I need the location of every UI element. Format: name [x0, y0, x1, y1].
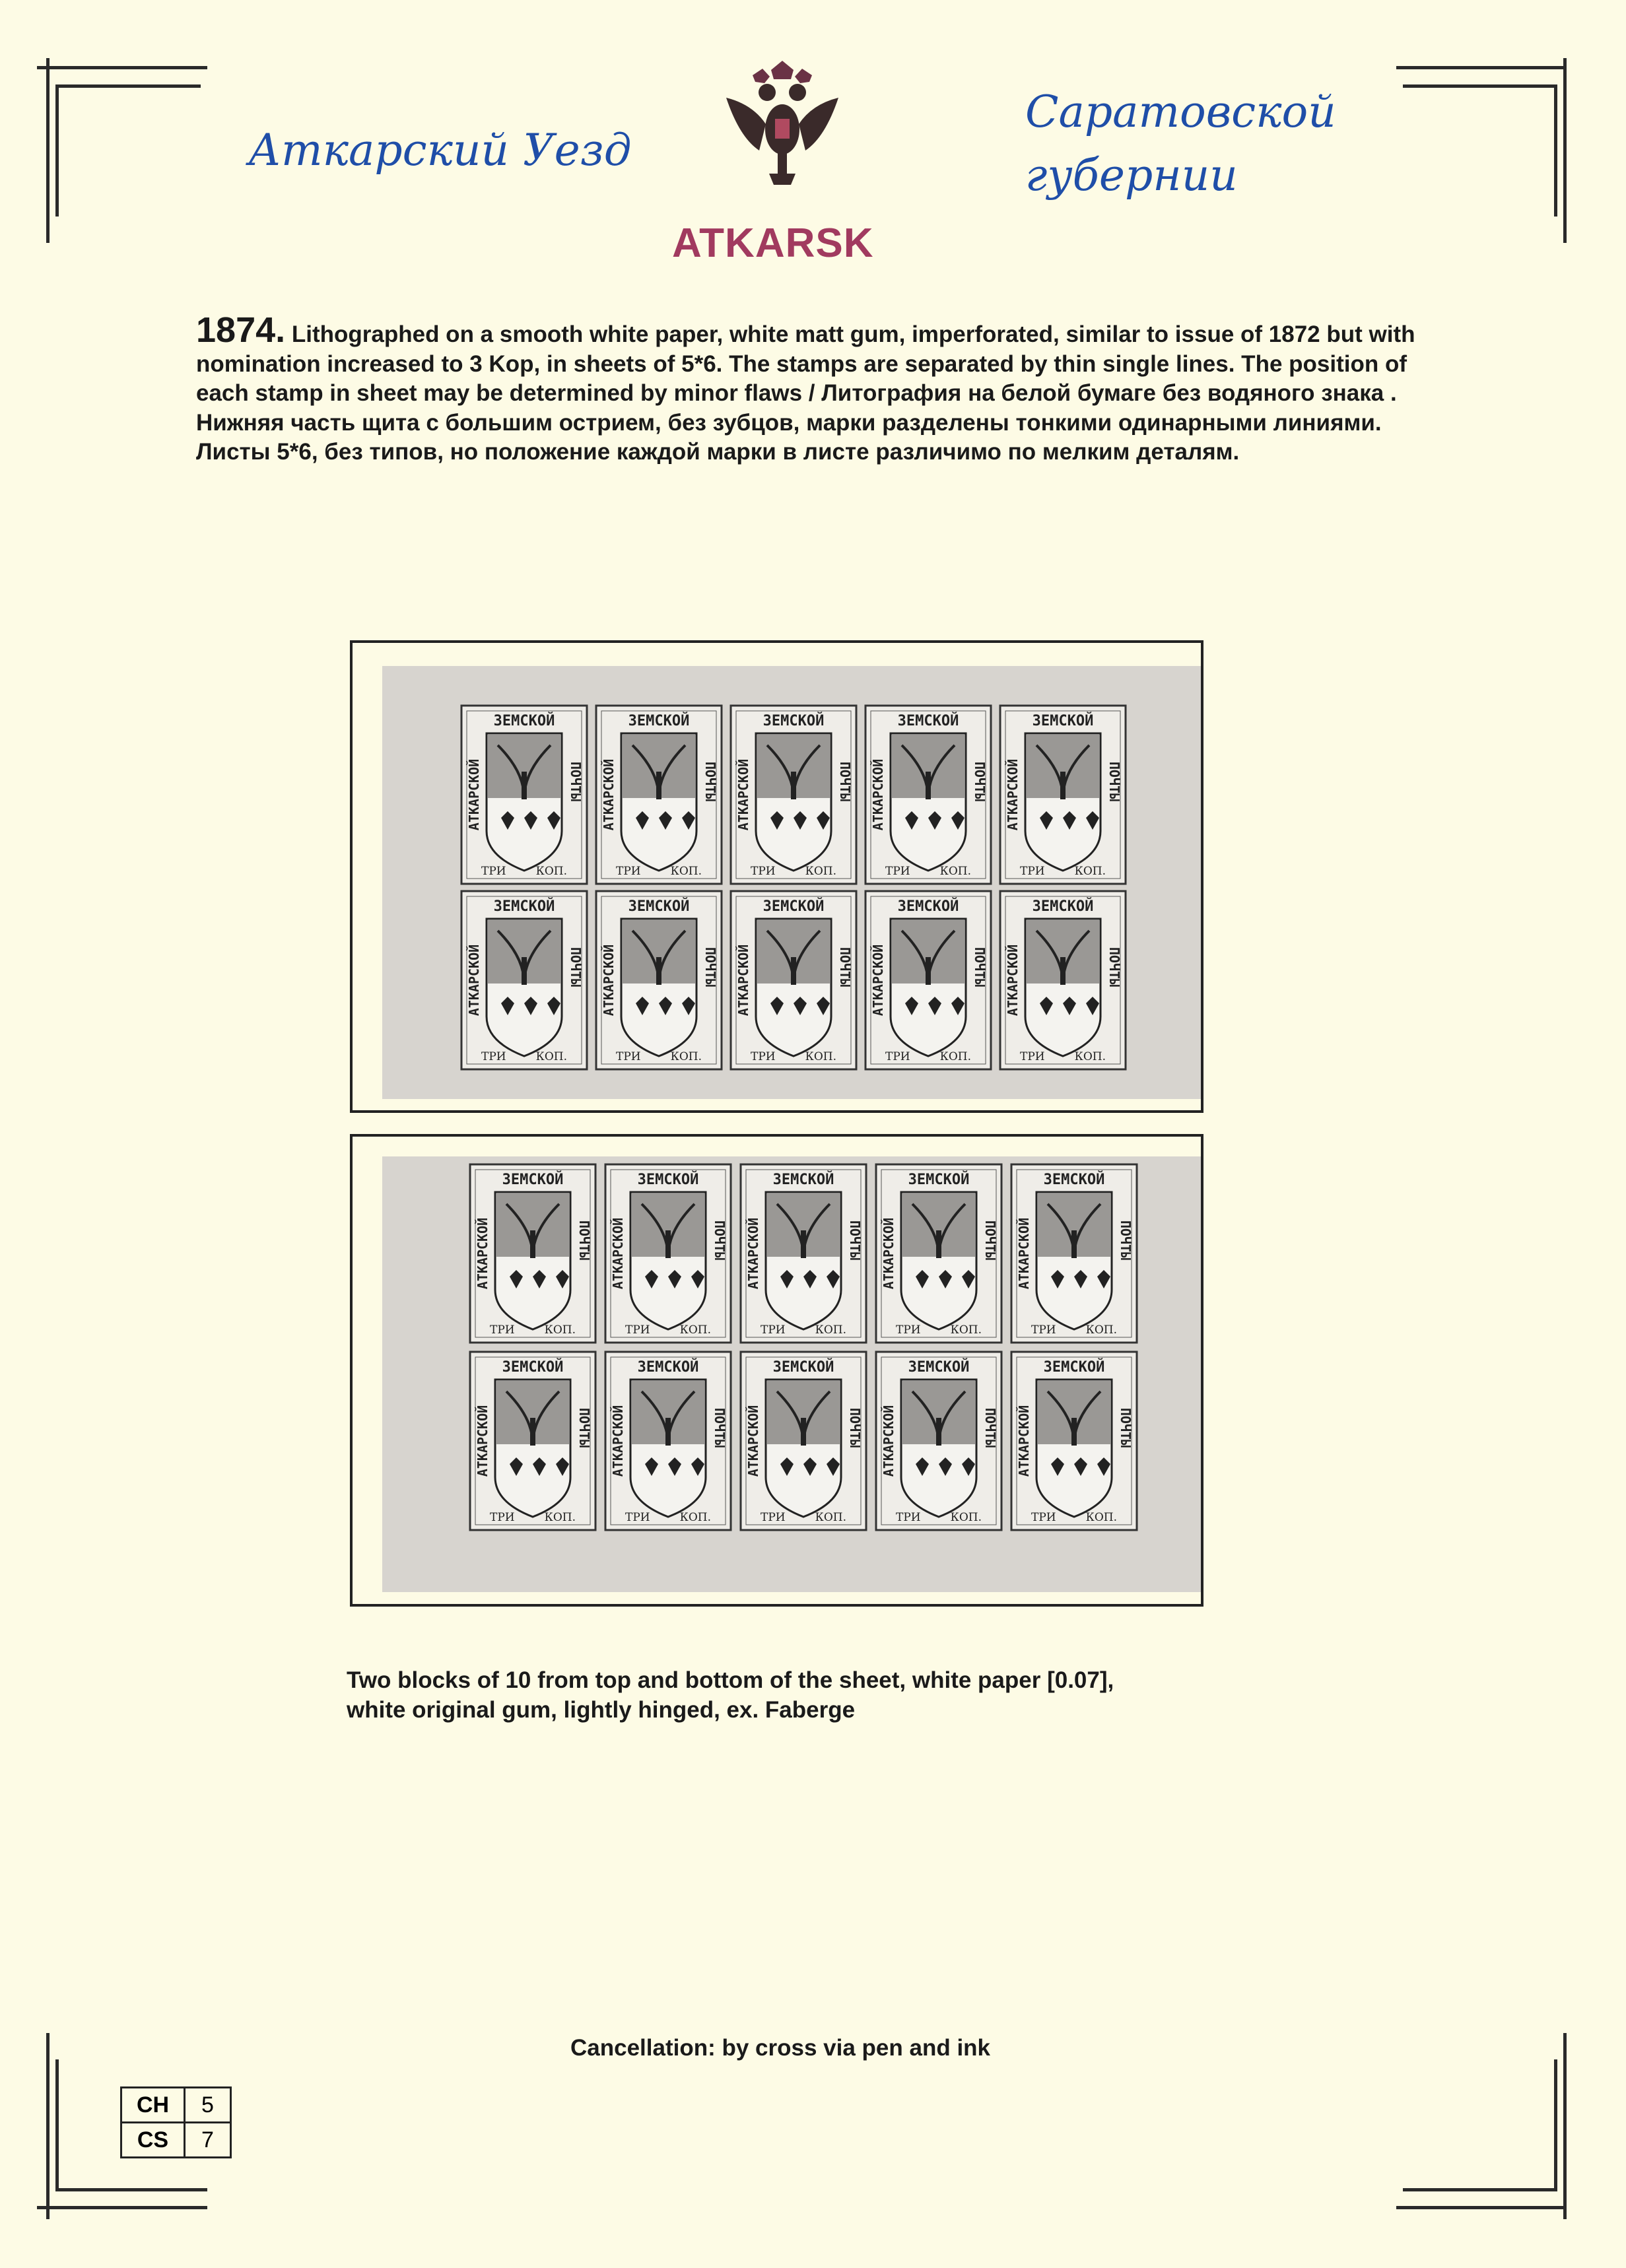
stamp-right-text: ПОЧТЫ — [576, 1407, 592, 1448]
stamp-value-right: КОП. — [1085, 1323, 1117, 1337]
stamp-top-text: ЗЕМСКОЙ — [897, 713, 959, 729]
stamp-left-text: АТКАРСКОЙ — [1005, 944, 1021, 1017]
stamp-value-left: ТРИ — [1031, 1323, 1056, 1337]
stamp-value-right: КОП. — [670, 865, 702, 878]
stamp — [876, 1352, 1001, 1530]
stamp-top-text: ЗЕМСКОЙ — [637, 1359, 699, 1376]
stamp-right-text: ПОЧТЫ — [712, 1220, 728, 1261]
stamp-top-text: ЗЕМСКОЙ — [502, 1172, 564, 1188]
stamp — [1011, 1352, 1137, 1530]
stamp-right-text: ПОЧТЫ — [702, 761, 718, 802]
stamp-left-text: АТКАРСКОЙ — [870, 758, 886, 831]
stamp-value-left: ТРИ — [761, 1323, 786, 1337]
stamp-right-text: ПОЧТЫ — [847, 1220, 863, 1261]
stamp-top-text: ЗЕМСКОЙ — [772, 1172, 834, 1188]
stamp — [1000, 891, 1126, 1069]
stamp-left-text: АТКАРСКОЙ — [735, 944, 751, 1017]
stamp-left-text: АТКАРСКОЙ — [601, 944, 617, 1017]
stamp — [1011, 1164, 1137, 1343]
stamp-value-left: ТРИ — [896, 1511, 921, 1524]
stamp — [596, 706, 722, 884]
stamp-right-text: ПОЧТЫ — [702, 947, 718, 987]
stamp-value-left: ТРИ — [481, 1050, 506, 1063]
stamp-right-text: ПОЧТЫ — [576, 1220, 592, 1261]
stamp-right-text: ПОЧТЫ — [1106, 947, 1122, 987]
stamp-top-text: ЗЕМСКОЙ — [762, 898, 825, 915]
stamp-value-right: КОП. — [805, 865, 836, 878]
code-row — [121, 2088, 231, 2123]
stamp — [470, 1164, 595, 1343]
stamp-left-text: АТКАРСКОЙ — [466, 758, 482, 831]
stamp-value-left: ТРИ — [751, 865, 776, 878]
stamp — [876, 1164, 1001, 1343]
stamp-top-text: ЗЕМСКОЙ — [908, 1359, 970, 1376]
stamp-left-text: АТКАРСКОЙ — [610, 1405, 626, 1477]
caption-line1: Two blocks of 10 from top and bottom of the sheet, white paper [0.07], — [347, 1667, 1114, 1693]
stamp-top-text: ЗЕМСКОЙ — [1032, 898, 1094, 915]
stamp-right-text: ПОЧТЫ — [712, 1407, 728, 1448]
stamp-value-right: КОП. — [1074, 1050, 1106, 1063]
stamp-top-text: ЗЕМСКОЙ — [1043, 1172, 1105, 1188]
block-frame-top — [350, 640, 1203, 1113]
corner-bracket-bottom-right — [1396, 2033, 1567, 2219]
stamp-value-right: КОП. — [1085, 1511, 1117, 1524]
description-body: Lithographed on a smooth white paper, white matt gum, imperforated, similar to issue of 1872 but with nomination increased to 3 Kop, in sheets of 5*6. The stamps are separated by thin single lines. The position of each stamp in sheet may be determined by minor flaws / Литография на белой бумаге без водяного знака . Нижняя часть щита с большим острием, без зубцов, марки разделены тонкими одинарными линиями. Листы 5*6, без типов, но положение каждой марки в листе различимо по мелким деталям. — [196, 321, 1415, 465]
stamp — [605, 1352, 731, 1530]
stamp-value-right: КОП. — [939, 865, 971, 878]
stamp-top-text: ЗЕМСКОЙ — [493, 713, 555, 729]
stamp-top-text: ЗЕМСКОЙ — [772, 1359, 834, 1376]
stamp-right-text: ПОЧТЫ — [837, 761, 853, 802]
stamp-right-text: ПОЧТЫ — [1118, 1407, 1134, 1448]
stamp-grid-bottom — [382, 1156, 1201, 1592]
stamp-left-text: АТКАРСКОЙ — [870, 944, 886, 1017]
stamp-value-left: ТРИ — [490, 1511, 515, 1524]
stamp-value-right: КОП. — [679, 1323, 711, 1337]
stamp-top-text: ЗЕМСКОЙ — [628, 898, 690, 915]
stamp-right-text: ПОЧТЫ — [972, 947, 988, 987]
stamp-top-text: ЗЕМСКОЙ — [908, 1172, 970, 1188]
corner-bracket-top-left — [37, 58, 207, 244]
stamp-right-text: ПОЧТЫ — [568, 761, 584, 802]
stamp-top-text: ЗЕМСКОЙ — [628, 713, 690, 729]
stamp — [605, 1164, 731, 1343]
stamp-top-text: ЗЕМСКОЙ — [1043, 1359, 1105, 1376]
stamp — [461, 891, 587, 1069]
catalog-code-table — [120, 2086, 232, 2158]
stamp-left-text: АТКАРСКОЙ — [1005, 758, 1021, 831]
stamp-right-text: ПОЧТЫ — [847, 1407, 863, 1448]
imperial-double-headed-eagle-icon — [713, 58, 852, 197]
stamp-sheet-top — [382, 666, 1201, 1099]
caption-line2: white original gum, lightly hinged, ex. Faberge — [347, 1697, 856, 1723]
stamp-value-left: ТРИ — [1020, 1050, 1045, 1063]
stamp-left-text: АТКАРСКОЙ — [1016, 1217, 1032, 1290]
stamp-right-text: ПОЧТЫ — [1118, 1220, 1134, 1261]
stamp-value-right: КОП. — [939, 1050, 971, 1063]
stamp — [865, 706, 991, 884]
stamp-right-text: ПОЧТЫ — [568, 947, 584, 987]
block-frame-bottom — [350, 1134, 1203, 1607]
stamp-value-left: ТРИ — [751, 1050, 776, 1063]
stamp-value-left: ТРИ — [616, 1050, 641, 1063]
stamp — [741, 1164, 866, 1343]
stamp-sheet-bottom — [382, 1156, 1201, 1592]
stamp-top-text: ЗЕМСКОЙ — [1032, 713, 1094, 729]
stamp-value-left: ТРИ — [885, 865, 910, 878]
stamp-value-left: ТРИ — [885, 1050, 910, 1063]
code-key: CH — [121, 2088, 185, 2123]
stamp-value-right: КОП. — [805, 1050, 836, 1063]
province-title-line1: Саратовской — [1025, 86, 1336, 137]
stamp-value-right: КОП. — [815, 1511, 846, 1524]
stamp — [596, 891, 722, 1069]
stamp-left-text: АТКАРСКОЙ — [475, 1405, 491, 1477]
stamp-top-text: ЗЕМСКОЙ — [493, 898, 555, 915]
stamp-right-text: ПОЧТЫ — [837, 947, 853, 987]
code-row — [121, 2123, 231, 2158]
province-title-line2: губернии — [1025, 150, 1238, 201]
stamp-value-right: КОП. — [1074, 865, 1106, 878]
stamp — [741, 1352, 866, 1530]
stamp — [865, 891, 991, 1069]
stamp-left-text: АТКАРСКОЙ — [881, 1217, 897, 1290]
stamp-left-text: АТКАРСКОЙ — [735, 758, 751, 831]
stamp-left-text: АТКАРСКОЙ — [610, 1217, 626, 1290]
stamp-value-left: ТРИ — [1031, 1511, 1056, 1524]
stamp-value-right: КОП. — [950, 1323, 982, 1337]
stamp-value-left: ТРИ — [1020, 865, 1045, 878]
corner-bracket-top-right — [1396, 58, 1567, 244]
stamp-value-left: ТРИ — [625, 1323, 650, 1337]
stamp-left-text: АТКАРСКОЙ — [466, 944, 482, 1017]
code-key: CS — [121, 2123, 185, 2158]
stamp-value-right: КОП. — [544, 1511, 576, 1524]
description-text — [196, 310, 1450, 467]
stamp-value-left: ТРИ — [616, 865, 641, 878]
cancellation-note: Cancellation: by cross via pen and ink — [570, 2035, 991, 2061]
stamp-left-text: АТКАРСКОЙ — [881, 1405, 897, 1477]
code-value: 5 — [185, 2088, 231, 2123]
stamp-left-text: АТКАРСКОЙ — [745, 1405, 761, 1477]
stamp-top-text: ЗЕМСКОЙ — [897, 898, 959, 915]
stamp-value-left: ТРИ — [481, 865, 506, 878]
stamp-value-left: ТРИ — [625, 1511, 650, 1524]
stamp-value-right: КОП. — [815, 1323, 846, 1337]
stamp-value-left: ТРИ — [490, 1323, 515, 1337]
stamp — [731, 706, 856, 884]
stamp-left-text: АТКАРСКОЙ — [745, 1217, 761, 1290]
stamp-left-text: АТКАРСКОЙ — [475, 1217, 491, 1290]
stamp-left-text: АТКАРСКОЙ — [601, 758, 617, 831]
code-value: 7 — [185, 2123, 231, 2158]
stamp-right-text: ПОЧТЫ — [982, 1407, 998, 1448]
city-title: ATKARSK — [672, 220, 874, 266]
description-year: 1874. — [196, 310, 286, 350]
stamp-right-text: ПОЧТЫ — [982, 1220, 998, 1261]
stamp — [461, 706, 587, 884]
stamp-top-text: ЗЕМСКОЙ — [502, 1359, 564, 1376]
stamp — [470, 1352, 595, 1530]
stamp-value-left: ТРИ — [896, 1323, 921, 1337]
stamp-value-right: КОП. — [670, 1050, 702, 1063]
blocks-caption — [347, 1665, 1337, 1725]
stamp-value-right: КОП. — [535, 865, 567, 878]
stamp — [1000, 706, 1126, 884]
stamp-value-right: КОП. — [950, 1511, 982, 1524]
stamp-value-right: КОП. — [535, 1050, 567, 1063]
stamp-right-text: ПОЧТЫ — [972, 761, 988, 802]
stamp-value-left: ТРИ — [761, 1511, 786, 1524]
stamp-top-text: ЗЕМСКОЙ — [762, 713, 825, 729]
stamp-top-text: ЗЕМСКОЙ — [637, 1172, 699, 1188]
stamp-value-right: КОП. — [544, 1323, 576, 1337]
stamp-left-text: АТКАРСКОЙ — [1016, 1405, 1032, 1477]
stamp-right-text: ПОЧТЫ — [1106, 761, 1122, 802]
district-title: Аткарский Уезд — [248, 125, 632, 176]
stamp-grid-top — [382, 666, 1201, 1099]
stamp — [731, 891, 856, 1069]
stamp-value-right: КОП. — [679, 1511, 711, 1524]
